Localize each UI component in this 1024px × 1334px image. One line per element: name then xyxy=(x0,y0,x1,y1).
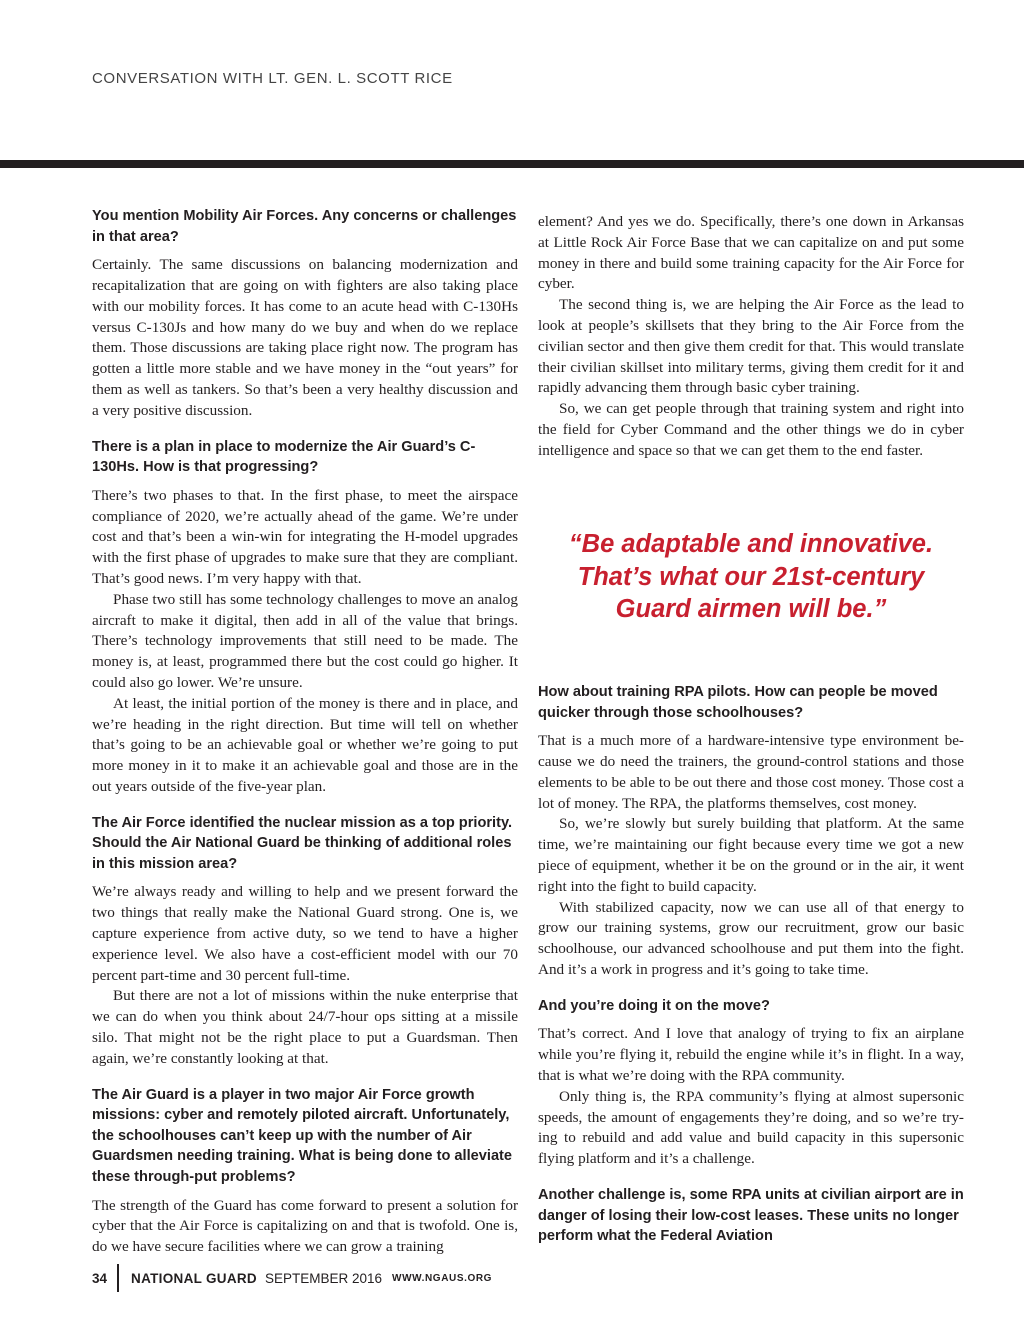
answer-paragraph: That is a much more of a hardware-intensive type environment be-cause we do need the trainers, the ground-control stations and those elements to be able to be out there and those cost money. Those cost a lot of money. The RPA, the platforms themselves, cost money. xyxy=(538,732,964,812)
question: And you’re doing it on the move? xyxy=(538,997,770,1014)
pull-quote-line: “Be adaptable and innovative. xyxy=(568,530,934,558)
answer-paragraph: The second thing is, we are helping the Air Force as the lead to look at people’s skillsets that they bring to the Air Force from the civilian sector and then give them credit for that. This would translate their civilian skillset into military terms, giving them credit for it and rapidly advancing them through basic cyber training. xyxy=(538,296,964,397)
question: There is a plan in place to modernize the Air Guard’s C-130Hs. How is that progressing? xyxy=(92,438,476,476)
answer-paragraph: That’s correct. And I love that analogy of trying to fix an airplane while you’re flying it, rebuild the engine while it’s in flight. In a way, that is what we’re doing with the RPA community. xyxy=(538,1025,964,1084)
answer-paragraph: Only thing is, the RPA community’s flying at almost supersonic speeds, the amount of engagements they’re doing, and so we’re try-ing to rebuild and add value and build capacity in this supersonic flying platform and it’s a challenge. xyxy=(538,1087,964,1168)
question: You mention Mobility Air Forces. Any concerns or challenges in that area? xyxy=(92,208,517,245)
issue-date: SEPTEMBER 2016 xyxy=(264,1270,383,1286)
question: The Air Guard is a player in two major Air Force growth missions: cyber and remotely piloted aircraft. Unfortunately, the schoolhouses can’t keep up with the number of Air Guardsmen needing training. What is being done to alleviate these through-put problems? xyxy=(92,1086,513,1186)
answer-paragraph: But there are not a lot of missions within the nuke enterprise that we can do when you think about 24/7-hour ops sitting at a missile silo. That might not be the right place to put a Guardsman. Then again, we’re constantly looking at that. xyxy=(92,987,518,1067)
right-column-bottom xyxy=(538,682,964,1255)
pull-quote-line: Guard airmen will be.” xyxy=(615,595,887,623)
left-column xyxy=(92,206,518,1258)
answer-paragraph: Phase two still has some technology challenges to move an analog aircraft to make it digital, then add in all of the value that brings. There’s technology improvements that still need to be made. The money is, at least, programmed there but the cost could go higher. It could also go lower. We’re unsure. xyxy=(92,590,518,691)
pull-quote xyxy=(538,528,964,626)
running-head: CONVERSATION WITH LT. GEN. L. SCOTT RICE xyxy=(92,70,453,87)
answer-paragraph: The strength of the Guard has come forward to present a solution for cyber that the Air Force is capitalizing on and that is twofold. One is, do we have secure facilities where we can grow a training xyxy=(92,1196,518,1256)
answer-paragraph: We’re always ready and willing to help and we present forward the two things that really make the National Guard strong. One is, we capture experience from active duty, so we tend to have a higher experience level. We also have a cost-efficient model with our 70 percent part-time and 30 percent full-time. xyxy=(92,883,518,984)
website-url: WWW.NGAUS.ORG xyxy=(392,1272,493,1284)
answer-paragraph: element? And yes we do. Specifically, there’s one down in Arkansas at Little Rock Air Force Base that we can capitalize on and put some money in there and build some training capacity for the Air Force for cyber. xyxy=(538,213,964,293)
question: How about training RPA pilots. How can people be moved quicker through those schoolhouses? xyxy=(538,684,938,721)
answer-paragraph: With stabilized capacity, now we can use all of that energy to grow our training systems, grow our recruitment, grow our basic schoolhouse, our advanced schoolhouse and put them into the fight. And it’s a work in progress and it’s going to take time. xyxy=(538,898,964,978)
question: The Air Force identified the nuclear mission as a top priority. Should the Air National Guard be thinking of additional roles in this mission area? xyxy=(92,814,513,872)
page-number: 34 xyxy=(92,1270,108,1286)
pull-quote-line: That’s what our 21st-century xyxy=(577,562,925,591)
footer-divider xyxy=(117,1264,119,1292)
answer-paragraph: So, we’re slowly but surely building that platform. At the same time, we’re maintaining our fight because every time we got a new piece of equipment, whether it be on the ground or in the air, it went right into the fight to build capacity. xyxy=(538,815,964,895)
answer-paragraph: So, we can get people through that training system and right into the field for Cyber Command and the other things we do in cyber intelligence and space so that we can get them to the end faster. xyxy=(538,400,964,459)
header-rule xyxy=(0,160,1024,168)
magazine-title: NATIONAL GUARD xyxy=(131,1270,257,1286)
answer-paragraph: Certainly. The same discussions on balancing modernization and recapitalization that are going on with fighters are also taking place with our mobility forces. It has come to an acute head with C-130Hs versus C-130Js and how many do we buy and when do we replace them. Those discussions are taking place right now. The program has gotten a little more stable and we have money in the “out years” for them as well as tankers. So that’s been a very healthy discussion and a very positive discussion. xyxy=(92,256,518,419)
question: Another challenge is, some RPA units at civilian airport are in danger of losing their low-cost leases. These units no longer perform what the Federal Aviation xyxy=(538,1186,964,1245)
answer-paragraph: At least, the initial portion of the money is there and in place, and we’re heading in the right direction. But time will tell on whether that’s going to be an achievable goal or whether we’re going to put more money in it to make it an achievable goal and those are in the out years outside of the five-year plan. xyxy=(92,694,518,795)
right-column-top xyxy=(538,212,964,462)
answer-paragraph: There’s two phases to that. In the first phase, to meet the airspace compliance of 2020, we’re actually ahead of the game. We’re under cost and that’s been a win-win for integrating the H-model upgrades with the first phase of upgrades to make sure that they are compliant. That’s good news. I’m very happy with that. xyxy=(92,486,518,587)
page-footer xyxy=(92,1264,492,1292)
